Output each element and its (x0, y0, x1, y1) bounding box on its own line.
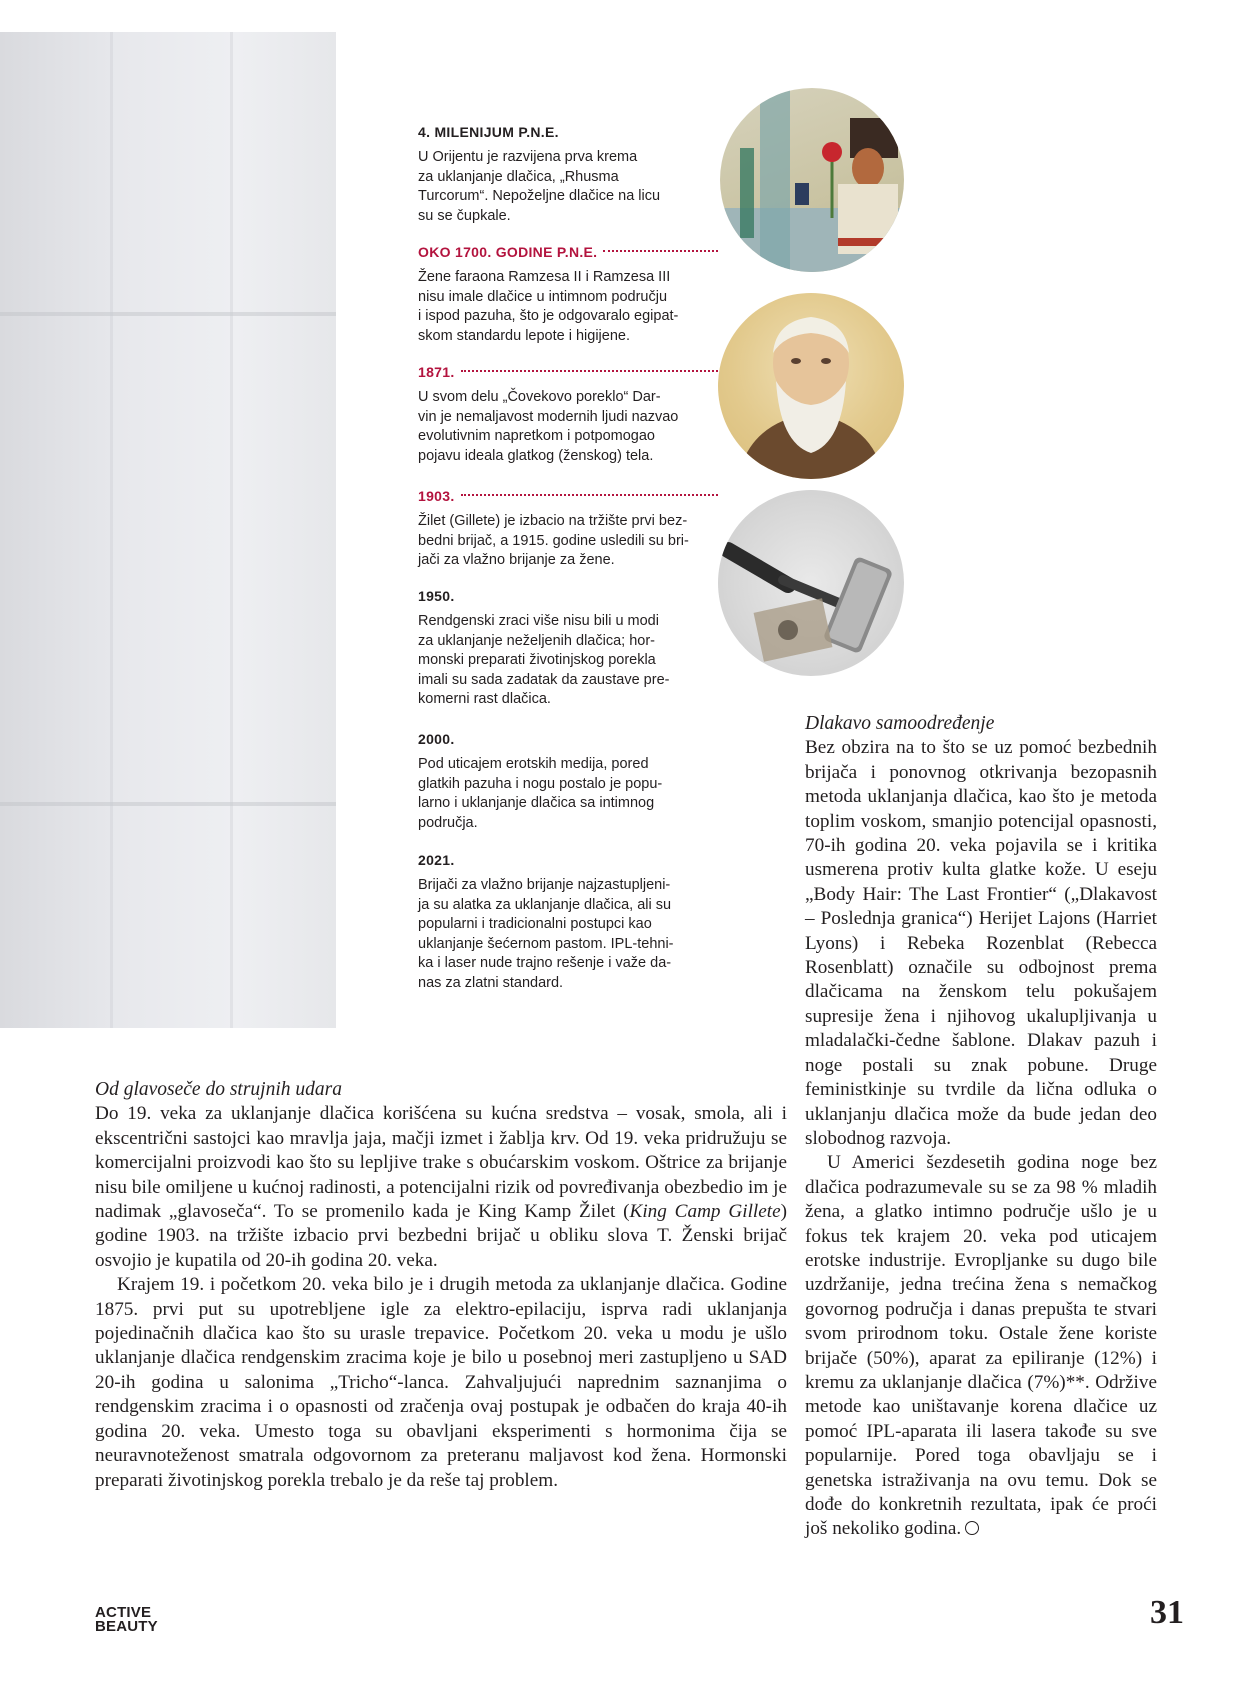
dotted-leader (461, 494, 718, 496)
timeline-year: 1871. (418, 364, 455, 380)
timeline-year: 2021. (418, 852, 455, 868)
dotted-leader (461, 370, 718, 372)
body-paragraph: Krajem 19. i početkom 20. veka bilo je i drugih metoda za uklanjanje dlačica. Godine 1875. prvi put su upotrebljene igle za elektro-epilaciju, isprva radi uklanjanja pojedinačnih dlačica kao što su urasle trepavice. Početkom 20. veka u modu je ušlo uklanjanje dlačica rendgenskim zracima koje je bilo u posebnoj meri zastupljeno u SAD 20-ih godina u salonima „Tricho“-lanca. Zahvaljujući naprednim saznanjima o rendgenskim zracima i o opasnosti od zračenja ovaj postupak je odbačen do kraja 40-ih godina 20. veka. Umesto toga su obavljani eksperimenti s hormonima čija se neuravnoteženost smatrala odgovornom za preteranu maljavost kod žena. Hormonski preparati životinjskog porekla trebalo je da reše taj problem. (95, 1274, 787, 1491)
body-paragraph: Do 19. veka za uklanjanje dlačica korišćena su kućna sredstva – vosak, smola, ali i ekscentrični sastojci kao mravlja jaja, mačji izmet i žablja krv. Od 19. veka pridružuju se komercijalni proizvodi kao što su lepljive trake s obućarskim voskom. Oštrice za brijanje nisu bile omiljene u kućnoj radinosti, a potencijalni rizik od povređivanja obezbedio im je nadimak „glavoseča“. To se promenilo kada je King Kamp Žilet (King Camp Gillete) godine 1903. na tržište izbacio prvi bezbedni brijač u obliku slova T. Ženski brijač osvojio je kupatila od 20-ih godina 20. veka. (95, 1103, 787, 1271)
timeline-text: Rendgenski zraci više nisu bili u modi za uklanjanje neželjenih dlačica; hor- monski preparati životinjskog porekla imali su sada zadatak da zaustave pre- komerni rast dlačica. (418, 613, 670, 707)
timeline-entry (418, 364, 718, 466)
timeline-year: 4. MILENIJUM P.N.E. (418, 124, 559, 140)
timeline-entry (418, 488, 718, 571)
timeline-text: Žilet (Gillete) je izbacio na tržište prvi bez- bedni brijač, a 1915. godine usledili su bri- jači za vlažno brijanje za žene. (418, 513, 689, 568)
article-left-column (95, 1078, 787, 1493)
end-circle-icon (965, 1521, 979, 1535)
egyptian-fresco-image (720, 88, 904, 272)
timeline-entry (418, 124, 718, 226)
section-heading: Od glavoseče do strujnih udara (95, 1079, 342, 1100)
bathroom-tile-photo (0, 32, 336, 1028)
timeline-entry (418, 244, 718, 346)
body-paragraph: Bez obzira na to što se uz pomoć bezbednih brijača i ponovnog otkrivanja bezopasnih metoda uklanjanja dlačica, kao što je metoda toplim voskom, smanjio potencijal opasnosti, 70-ih godina 20. veka pojavila se i kritika usmerena protiv kulta glatke kože. U eseju „Body Hair: The Last Frontier“ („Dlakavost – Poslednja granica“) Herijet Lajons (Harriet Lyons) i Rebeka Rozenblat (Rebecca Rosenblatt) označile su odbojnost prema dlačicama na ženskom telu pokušajem supresije žena i njihovog ukalupljivanja u mladalački-čedne šablone. Dlakav pazuh i noge postali su znak pobune. Druge feministkinje su tvrdile da lična odluka o uklanjanju dlačica može da bude jedan deo slobodnog razvoja. (805, 737, 1157, 1149)
magazine-logo: ACTIVE BEAUTY (95, 1604, 158, 1635)
timeline-entry (418, 731, 718, 833)
timeline-text: U Orijentu je razvijena prva krema za uklanjanje dlačica, „Rhusma Turcorum“. Nepoželjne dlačice na licu su se čupkale. (418, 149, 661, 224)
body-paragraph: U Americi šezdesetih godina noge bez dlačica podrazumevale su se za 98 % mladih žena, a glatko intimno područje ušlo je u fokus tek krajem 20. veka pod uticajem erotske industrije. Evropljanke su dugo bile uzdržanije, jedna trećina žena s nemačkog govornog područja i danas prepušta te stvari svom prirodnom toku. Ostale žene koriste brijače (50%), aparat za epiliranje (12%) i kremu za uklanjanje dlačica (7%)**. Održive metode kao uništavanje korena dlačice uz pomoć IPL-aparata ili lasera takođe su sve popularnije. Pored toga obavljaju se i genetska istraživanja na ovu temu. Dok se dođe do konkretnih rezultata, ipak će proći još nekoliko godina. (805, 1152, 1157, 1540)
timeline-entry (418, 588, 718, 710)
safety-razor-image (718, 490, 904, 676)
timeline-year: 2000. (418, 731, 455, 747)
darwin-portrait-image (718, 293, 904, 479)
timeline-year: 1903. (418, 488, 455, 504)
timeline-text: Brijači za vlažno brijanje najzastupljeni- ja su alatka za uklanjanje dlačica, ali su popularni i tradicionalni postupci kao uklanjanje šećernom pastom. IPL-tehni- ka i laser nude trajno rešenje i važe da- nas za zlatni standard. (418, 877, 674, 991)
section-heading: Dlakavo samoodređenje (805, 713, 995, 734)
page-number: 31 (1150, 1594, 1184, 1631)
timeline-year: 1950. (418, 588, 455, 604)
timeline-text: U svom delu „Čovekovo poreklo“ Dar- vin je nemaljavost modernih ljudi nazvao evolutivnim napretkom i potpomogao pojavu ideala glatkog (ženskog) tela. (418, 389, 679, 464)
dotted-leader (603, 250, 718, 252)
timeline-year: OKO 1700. GODINE P.N.E. (418, 244, 598, 260)
timeline-entry (418, 852, 718, 993)
article-right-column (805, 712, 1157, 1542)
timeline-text: Žene faraona Ramzesa II i Ramzesa III nisu imale dlačice u intimnom području i ispod pazuha, što je odgovaralo egipat- skom standardu lepote i higijene. (418, 269, 679, 344)
timeline-text: Pod uticajem erotskih medija, pored glatkih pazuha i nogu postalo je popu- larno i uklanjanje dlačica sa intimnog područja. (418, 756, 663, 831)
